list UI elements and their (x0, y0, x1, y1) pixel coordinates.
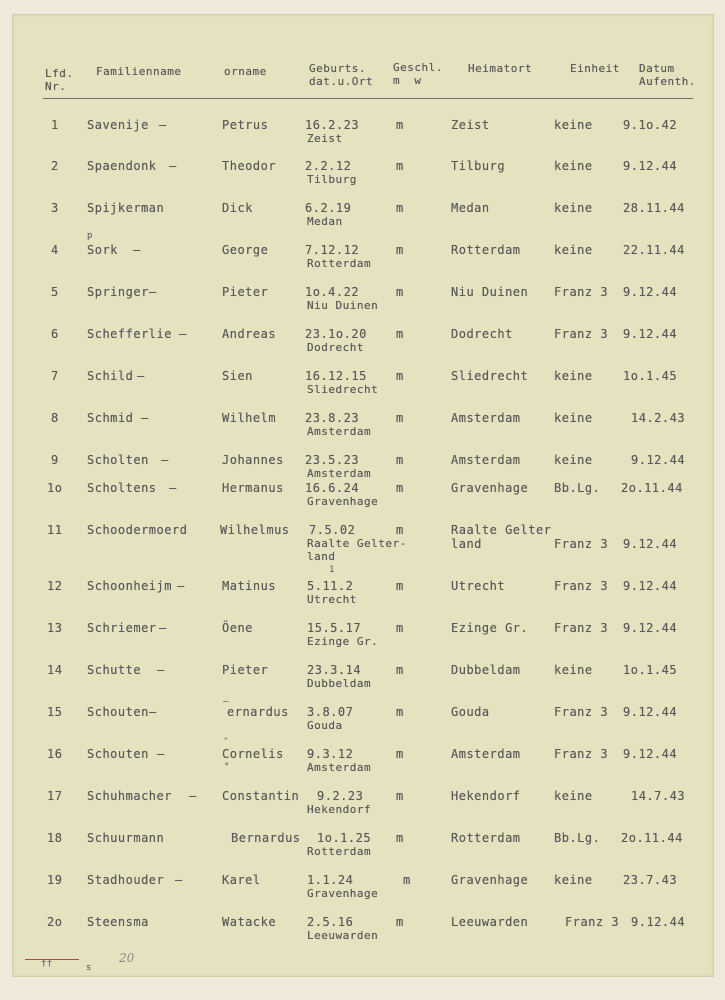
correction-mark: p (87, 231, 93, 241)
given-name: Watacke (222, 915, 277, 929)
given-name: Pieter (222, 285, 269, 299)
given-name: Cornelis (222, 747, 284, 761)
home-town: Rotterdam (451, 243, 521, 257)
birth-place: Zeist (307, 132, 343, 145)
birth-place: Amsterdam (307, 425, 372, 438)
row-number: 11 (47, 523, 63, 537)
sex: m (396, 523, 404, 537)
family-name: Savenije (87, 118, 149, 132)
birth-place: Raalte Gelter- land (307, 537, 407, 563)
footer-s: s (86, 963, 92, 973)
stay-date: 9.12.44 (623, 747, 678, 761)
row-number: 1 (51, 118, 59, 132)
birth-place: Niu Duinen (307, 299, 379, 312)
stay-date: 2o.11.44 (621, 831, 683, 845)
birth-place: Leeuwarden (307, 929, 379, 942)
stay-date: 9.12.44 (623, 285, 678, 299)
birth-date: 3.8.07 (307, 705, 354, 719)
home-town: Gravenhage (451, 873, 529, 887)
birth-date: 7.12.12 (305, 243, 360, 257)
row-dash: — (179, 327, 187, 341)
home-town: Zeist (451, 118, 490, 132)
family-name: Scholtens (87, 481, 157, 495)
home-town: Hekendorf (451, 789, 521, 803)
home-town: Niu Duinen (451, 285, 529, 299)
unit: Bb.Lg. (554, 481, 601, 495)
unit: Bb.Lg. (554, 831, 601, 845)
family-name: Schuhmacher (87, 789, 172, 803)
row-number: 14 (47, 663, 63, 677)
birth-place: Rotterdam (307, 845, 372, 858)
row-number: 6 (51, 327, 59, 341)
birth-place: Hekendorf (307, 803, 372, 816)
family-name: Spijkerman (87, 201, 165, 215)
family-name: Stadhouder (87, 873, 165, 887)
home-town: Tilburg (451, 159, 506, 173)
unit: keine (554, 369, 593, 383)
sex: m (396, 705, 404, 719)
given-name: Hermanus (222, 481, 284, 495)
family-name: Schefferlie (87, 327, 172, 341)
family-name: Schriemer (87, 621, 157, 635)
given-name: Theodor (222, 159, 277, 173)
sex: m (396, 369, 404, 383)
header-heimatort: Heimatort (468, 62, 533, 75)
given-name: Johannes (222, 453, 284, 467)
home-town: Rotterdam (451, 831, 521, 845)
sex: m (396, 411, 404, 425)
sex: m (396, 327, 404, 341)
row-number: 13 (47, 621, 63, 635)
home-town: Gravenhage (451, 481, 529, 495)
birth-date: 9.3.12 (307, 747, 354, 761)
row-dash: — (141, 411, 149, 425)
family-name: Schoonheijm (87, 579, 172, 593)
sex: m (396, 159, 404, 173)
unit: Franz 3 (554, 327, 609, 341)
sex: m (396, 481, 404, 495)
birth-place: Amsterdam (307, 467, 372, 480)
home-town: Raalte Gelter land (451, 523, 552, 551)
given-name: Matinus (222, 579, 277, 593)
row-dash: — (137, 369, 145, 383)
given-name: Wilhelm (222, 411, 277, 425)
birth-place: Utrecht (307, 593, 357, 606)
birth-date: 15.5.17 (307, 621, 362, 635)
birth-date: 1o.1.25 (317, 831, 372, 845)
sex: m (396, 243, 404, 257)
family-name: Springer (87, 285, 149, 299)
header-lfd-nr: Lfd. Nr. (45, 67, 74, 93)
row-number: 18 (47, 831, 63, 845)
correction-mark: ˇ (223, 738, 229, 748)
birth-date: 16.2.23 (305, 118, 360, 132)
unit: Franz 3 (554, 747, 609, 761)
birth-place: Tilburg (307, 173, 357, 186)
family-name: Sork (87, 243, 118, 257)
header-geburtsdatum: Geburts. dat.u.Ort (309, 62, 374, 88)
row-number: 2o (47, 915, 63, 929)
row-dash: — (169, 159, 177, 173)
stay-date: 28.11.44 (623, 201, 685, 215)
home-town: Gouda (451, 705, 490, 719)
given-name: Öene (222, 621, 253, 635)
birth-date: 23.5.23 (305, 453, 360, 467)
sex: m (396, 285, 404, 299)
family-name: Schoodermoerd (87, 523, 188, 537)
sex: m (396, 621, 404, 635)
home-town: Leeuwarden (451, 915, 529, 929)
sex: m (403, 873, 411, 887)
row-number: 4 (51, 243, 59, 257)
row-dash: — (133, 243, 141, 257)
birth-date: 9.2.23 (317, 789, 364, 803)
sex: m (396, 663, 404, 677)
stay-date: 1o.1.45 (623, 369, 678, 383)
family-name: Schutte (87, 663, 142, 677)
given-name: George (222, 243, 269, 257)
row-dash: — (149, 285, 157, 299)
birth-date: 1o.4.22 (305, 285, 360, 299)
birth-place: Rotterdam (307, 257, 372, 270)
sex: m (396, 789, 404, 803)
unit: keine (554, 453, 593, 467)
given-name: Dick (222, 201, 253, 215)
birth-date: 2.5.16 (307, 915, 354, 929)
sex: m (396, 118, 404, 132)
unit: keine (554, 663, 593, 677)
unit: keine (554, 411, 593, 425)
stay-date: 9.12.44 (631, 915, 686, 929)
stay-date: 14.2.43 (631, 411, 686, 425)
stay-date: 9.12.44 (631, 453, 686, 467)
sex: m (396, 201, 404, 215)
sex: m (396, 579, 404, 593)
birth-date: 6.2.19 (305, 201, 352, 215)
header-familienname: Familienname (96, 65, 182, 78)
birth-date: 23.3.14 (307, 663, 362, 677)
row-dash: — (157, 663, 165, 677)
row-number: 5 (51, 285, 59, 299)
row-number: 15 (47, 705, 63, 719)
home-town: Medan (451, 201, 490, 215)
given-name: Sien (222, 369, 253, 383)
stay-date: 9.1o.42 (623, 118, 678, 132)
birth-place: Medan (307, 215, 343, 228)
home-town: Ezinge Gr. (451, 621, 529, 635)
row-number: 17 (47, 789, 63, 803)
unit: Franz 3 (554, 537, 609, 551)
family-name: Schouten (87, 747, 149, 761)
row-number: 16 (47, 747, 63, 761)
given-name: Constantin (222, 789, 300, 803)
row-number: 19 (47, 873, 63, 887)
sex: m (396, 453, 404, 467)
unit: Franz 3 (554, 285, 609, 299)
home-town: Dubbeldam (451, 663, 521, 677)
birth-place: Dodrecht (307, 341, 364, 354)
stay-date: 9.12.44 (623, 579, 678, 593)
given-name: Karel (222, 873, 261, 887)
header-vorname: orname (224, 65, 267, 78)
footer-mark: †† (41, 959, 53, 969)
row-dash: — (159, 621, 167, 635)
row-dash: — (157, 747, 165, 761)
birth-place: Sliedrecht (307, 383, 379, 396)
correction-mark: ° (224, 762, 230, 772)
row-dash: — (149, 705, 157, 719)
stay-date: 2o.11.44 (621, 481, 683, 495)
footer-number: 20 (119, 951, 135, 965)
correction-mark: 1 (329, 565, 335, 575)
row-dash: — (177, 579, 185, 593)
given-name: Wilhelmus (220, 523, 290, 537)
unit: keine (554, 789, 593, 803)
family-name: Schuurmann (87, 831, 165, 845)
family-name: Schmid (87, 411, 134, 425)
header-geschlecht: Geschl. m w (393, 61, 443, 87)
given-name: Bernardus (231, 831, 301, 845)
correction-mark: — (223, 697, 229, 707)
birth-place: Gouda (307, 719, 343, 732)
birth-place: Dubbeldam (307, 677, 372, 690)
given-name: ernardus (227, 705, 289, 719)
unit: keine (554, 873, 593, 887)
family-name: Schild (87, 369, 134, 383)
family-name: Schouten (87, 705, 149, 719)
birth-place: Amsterdam (307, 761, 372, 774)
unit: keine (554, 118, 593, 132)
family-name: Scholten (87, 453, 149, 467)
row-dash: — (175, 873, 183, 887)
row-number: 9 (51, 453, 59, 467)
birth-place: Gravenhage (307, 495, 379, 508)
birth-place: Ezinge Gr. (307, 635, 379, 648)
family-name: Spaendonk (87, 159, 157, 173)
header-datum-aufenthalt: Datum Aufenth. (639, 62, 696, 88)
row-number: 7 (51, 369, 59, 383)
home-town: Utrecht (451, 579, 506, 593)
given-name: Andreas (222, 327, 277, 341)
header-einheit: Einheit (570, 62, 620, 75)
home-town: Dodrecht (451, 327, 513, 341)
row-number: 12 (47, 579, 63, 593)
unit: keine (554, 201, 593, 215)
birth-date: 5.11.2 (307, 579, 354, 593)
row-number: 1o (47, 481, 63, 495)
unit: Franz 3 (554, 579, 609, 593)
row-dash: — (169, 481, 177, 495)
stay-date: 23.7.43 (623, 873, 678, 887)
stay-date: 9.12.44 (623, 159, 678, 173)
row-number: 2 (51, 159, 59, 173)
stay-date: 9.12.44 (623, 327, 678, 341)
row-dash: — (189, 789, 197, 803)
stay-date: 9.12.44 (623, 537, 678, 551)
home-town: Sliedrecht (451, 369, 529, 383)
stay-date: 9.12.44 (623, 705, 678, 719)
birth-place: Gravenhage (307, 887, 379, 900)
unit: Franz 3 (554, 621, 609, 635)
stay-date: 9.12.44 (623, 621, 678, 635)
birth-date: 23.8.23 (305, 411, 360, 425)
home-town: Amsterdam (451, 411, 521, 425)
birth-date: 2.2.12 (305, 159, 352, 173)
unit: Franz 3 (565, 915, 620, 929)
sex: m (396, 747, 404, 761)
birth-date: 16.12.15 (305, 369, 367, 383)
header-rule (43, 98, 693, 99)
row-dash: — (159, 118, 167, 132)
row-number: 8 (51, 411, 59, 425)
stay-date: 22.11.44 (623, 243, 685, 257)
unit: keine (554, 243, 593, 257)
birth-date: 16.6.24 (305, 481, 360, 495)
home-town: Amsterdam (451, 747, 521, 761)
birth-date: 7.5.02 (309, 523, 356, 537)
home-town: Amsterdam (451, 453, 521, 467)
stay-date: 1o.1.45 (623, 663, 678, 677)
family-name: Steensma (87, 915, 149, 929)
given-name: Pieter (222, 663, 269, 677)
unit: Franz 3 (554, 705, 609, 719)
birth-date: 1.1.24 (307, 873, 354, 887)
sex: m (396, 831, 404, 845)
document-sheet (12, 14, 714, 977)
stay-date: 14.7.43 (631, 789, 686, 803)
row-dash: — (161, 453, 169, 467)
row-number: 3 (51, 201, 59, 215)
given-name: Petrus (222, 118, 269, 132)
birth-date: 23.1o.20 (305, 327, 367, 341)
unit: keine (554, 159, 593, 173)
sex: m (396, 915, 404, 929)
